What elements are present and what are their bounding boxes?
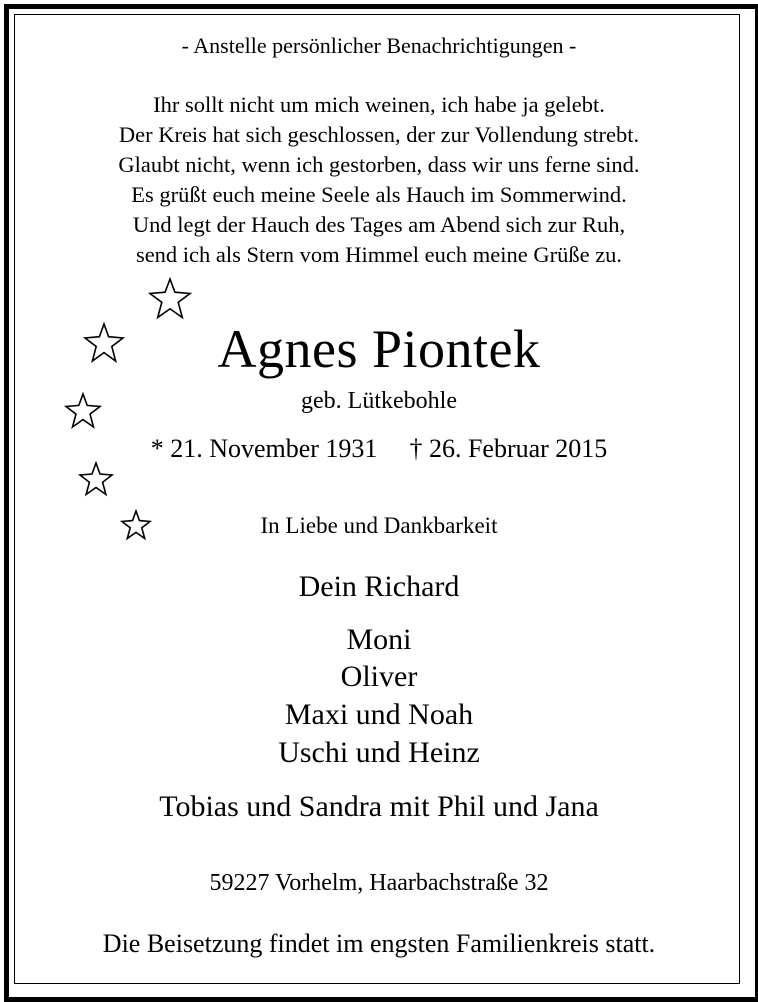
signer: Moni	[346, 623, 412, 656]
funeral-notice: Die Beisetzung findet im engsten Familienkreis statt.	[102, 929, 656, 958]
signer: Uschi und Heinz	[278, 736, 480, 769]
signer: Oliver	[340, 660, 418, 693]
deceased-name: Agnes Piontek	[217, 319, 541, 379]
signer: Dein Richard	[298, 570, 460, 603]
star-outline-icon	[80, 463, 112, 495]
poem-line: Ihr sollt nicht um mich weinen, ich habe ja gelebt.	[153, 92, 605, 117]
birth-name: geb. Lütkebohle	[301, 388, 457, 414]
birth-date: * 21. November 1931	[150, 434, 378, 463]
life-dates	[0, 434, 758, 464]
signer: Tobias und Sandra mit Phil und Jana	[159, 790, 599, 823]
poem-line: Der Kreis hat sich geschlossen, der zur Vollendung strebt.	[118, 122, 640, 147]
poem-line: Und legt der Hauch des Tages am Abend sich zur Ruh,	[132, 212, 626, 237]
poem-line: Glaubt nicht, wenn ich gestorben, dass wir uns ferne sind.	[118, 152, 640, 177]
poem-line: Es grüßt euch meine Seele als Hauch im Sommerwind.	[131, 182, 627, 207]
star-outline-icon	[150, 279, 190, 318]
poem-line: send ich als Stern vom Himmel euch meine Grüße zu.	[135, 242, 623, 267]
family-address: 59227 Vorhelm, Haarbachstraße 32	[209, 870, 549, 896]
dedication: In Liebe und Dankbarkeit	[260, 513, 498, 538]
death-date: † 26. Februar 2015	[409, 434, 608, 463]
signer: Maxi und Noah	[284, 698, 474, 731]
notice-header: - Anstelle persönlicher Benachrichtigungen -	[181, 33, 577, 58]
